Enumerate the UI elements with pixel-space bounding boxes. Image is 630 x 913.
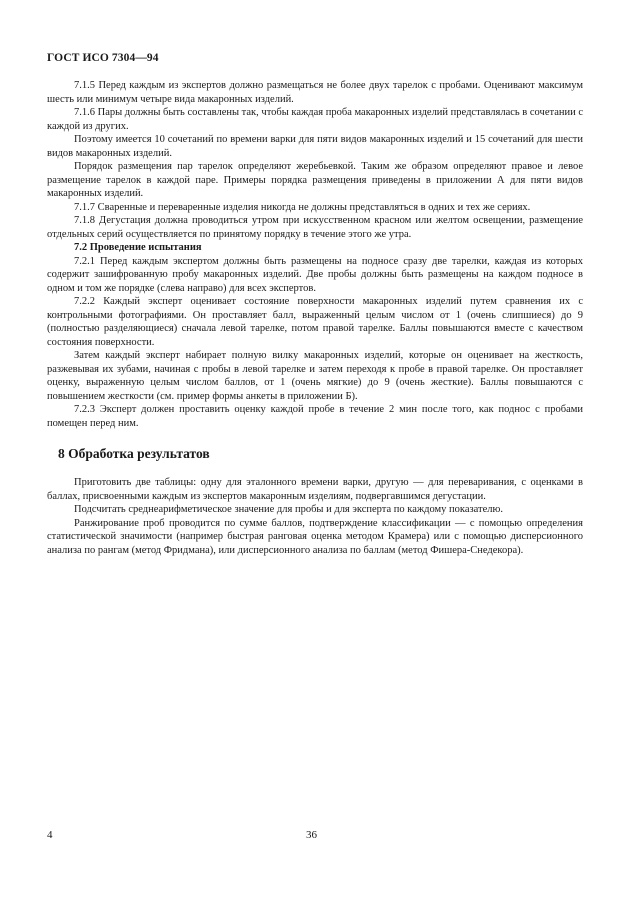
paragraph-placement-order: Порядок размещения пар тарелок определяют жеребьевкой. Таким же образом определяют правое и левое размещение тарелок в каждой паре. Примеры порядка размещения приведены в приложении А для пяти видов макаронных изделий. [47, 161, 583, 199]
page-number: 36 [306, 829, 317, 841]
document-header: ГОСТ ИСО 7304—94 [47, 52, 159, 64]
paragraph-tables: Приготовить две таблицы: одну для эталонного времени варки, другую — для переваривания, с оценками в баллах, присвоенными каждым из экспертов макаронным изделиям, подвергавшимся дегустации. [47, 477, 583, 502]
paragraph-7-1-7: 7.1.7 Сваренные и переваренные изделия никогда не должны представляться в одних и тех же сериях. [74, 201, 531, 213]
paragraph-average: Подсчитать среднеарифметическое значение для пробы и для эксперта по каждому показателю. [74, 504, 504, 515]
paragraph-7-1-8: 7.1.8 Дегустация должна проводиться утром при искусственном красном или желтом освещении, размещение отдельных серий осуществляется по принятому порядку в течение этого же утра. [47, 215, 583, 240]
paragraph-7-1-5: 7.1.5 Перед каждым из экспертов должно размещаться не более двух тарелок с пробами. Оценивают максимум шесть или минимум четыре вида макаронных изделий. [47, 80, 583, 105]
section-heading-8: 8 Обработка результатов [58, 446, 210, 461]
subsection-heading-7-2: 7.2 Проведение испытания [74, 242, 202, 253]
paragraph-7-2-3: 7.2.3 Эксперт должен проставить оценку каждой пробе в течение 2 мин после того, как поднос с пробами помещен перед ним. [47, 404, 583, 429]
paragraph-7-2-2: 7.2.2 Каждый эксперт оценивает состояние поверхности макаронных изделий путем сравнения их с контрольными фотографиями. Он проставляет балл, выраженный целым числом от 1 (очень слипшиеся) до 9 (полностью разделяющиеся) сначала левой тарелке, потом правой тарелке. Баллы повышаются вместе с качеством состояния поверхности. [47, 296, 583, 348]
footer-left-number: 4 [47, 829, 53, 841]
paragraph-combinations: Поэтому имеется 10 сочетаний по времени варки для пяти видов макаронных изделий и 15 сочетаний для шести видов макаронных изделий. [47, 134, 583, 159]
paragraph-hardness: Затем каждый эксперт набирает полную вилку макаронных изделий, которые он оценивает на жесткость, разжевывая их зубами, начиная с пробы в левой тарелке и затем переходя к пробе в правой тарелке. Он проставляет оценку, выраженную целым числом баллов, от 1 (очень мягкие) до 9 (очень жесткие). Баллы повышаются с повышением жесткости (см. пример формы анкеты в приложении Б). [47, 350, 583, 402]
paragraph-7-2-1: 7.2.1 Перед каждым экспертом должны быть размещены на подносе сразу две тарелки, каждая из которых содержит зашифрованную пробу макаронных изделий. Две пробы должны быть размещены на каждом подносе в одном и том же порядке (слева направо) для всех экспертов. [47, 255, 583, 294]
document-body [47, 79, 583, 557]
paragraph-ranking: Ранжирование проб проводится по сумме баллов, подтверждение классификации — с помощью определения статистической значимости (например быстрая ранговая оценка методом Крамера) или с помощью дисперсионного анализа по рангам (метод Фридмана), или дисперсионного анализа по баллам (метод Фишера-Снедекора). [47, 517, 583, 556]
paragraph-7-1-6: 7.1.6 Пары должны быть составлены так, чтобы каждая проба макаронных изделий представлялась в сочетании с каждой из других. [47, 107, 583, 132]
